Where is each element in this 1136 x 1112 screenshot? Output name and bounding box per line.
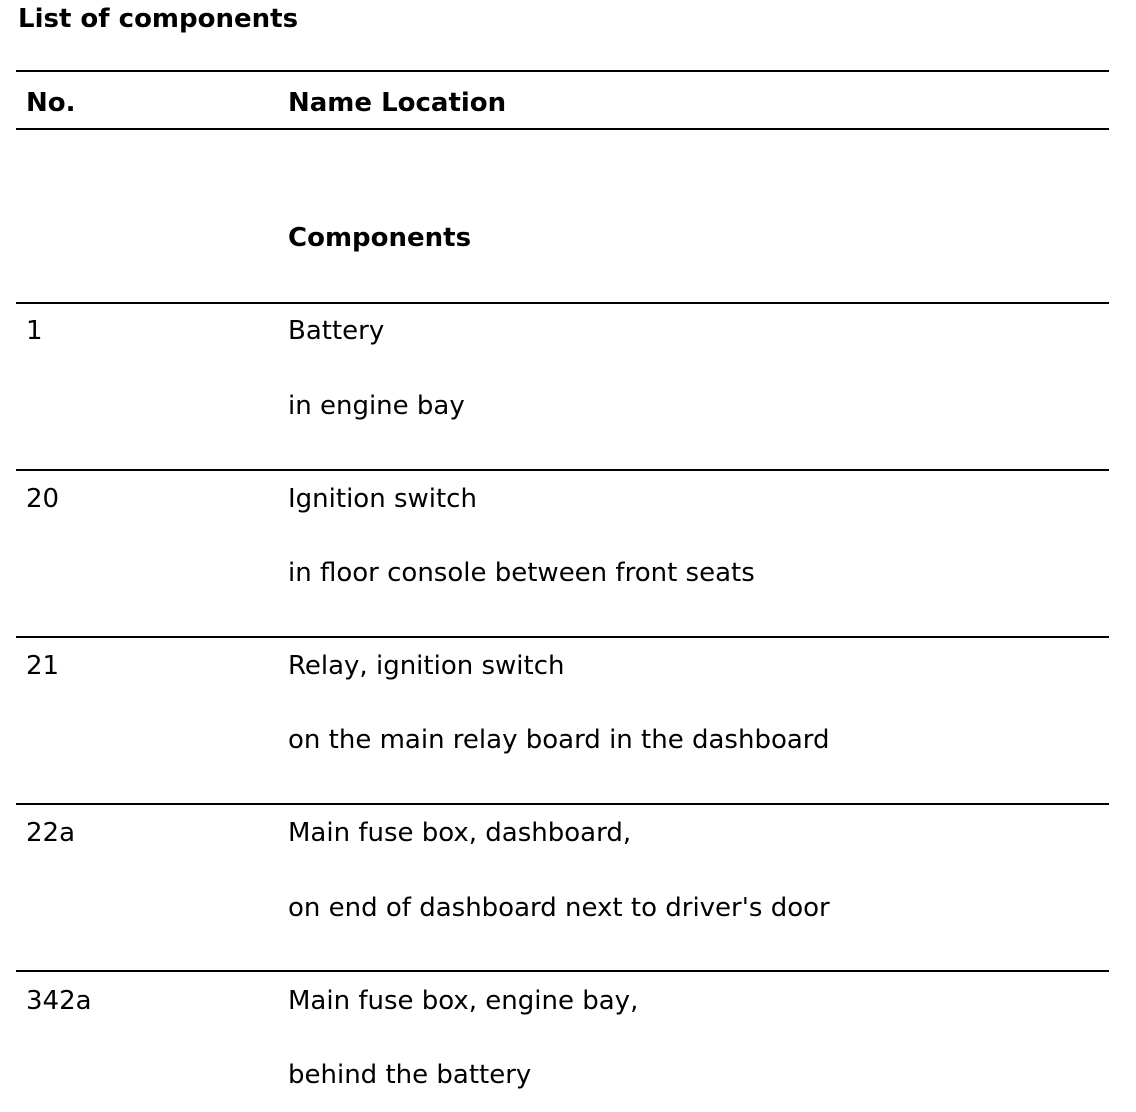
header-bottom-rule [16,128,1109,130]
document-title: List of components [18,4,299,34]
row-rule [16,469,1109,471]
row-rule [16,302,1109,304]
section-label: Components [288,223,472,253]
table-top-rule [16,70,1109,72]
row-location: behind the battery [288,1060,532,1090]
row-location: on the main relay board in the dashboard [288,725,830,755]
row-name: Battery [288,316,385,346]
row-number: 342a [26,986,92,1016]
row-number: 20 [26,484,60,514]
row-location: in floor console between front seats [288,558,755,588]
row-name: Relay, ignition switch [288,651,565,681]
row-number: 21 [26,651,60,681]
row-rule [16,970,1109,972]
row-location: in engine bay [288,391,465,421]
row-rule [16,803,1109,805]
row-rule [16,636,1109,638]
row-number: 1 [26,316,43,346]
row-name: Ignition switch [288,484,477,514]
row-name: Main fuse box, engine bay, [288,986,639,1016]
row-number: 22a [26,818,76,848]
header-name-location: Name Location [288,88,507,118]
row-name: Main fuse box, dashboard, [288,818,632,848]
header-no: No. [26,88,76,118]
row-location: on end of dashboard next to driver's door [288,893,830,923]
